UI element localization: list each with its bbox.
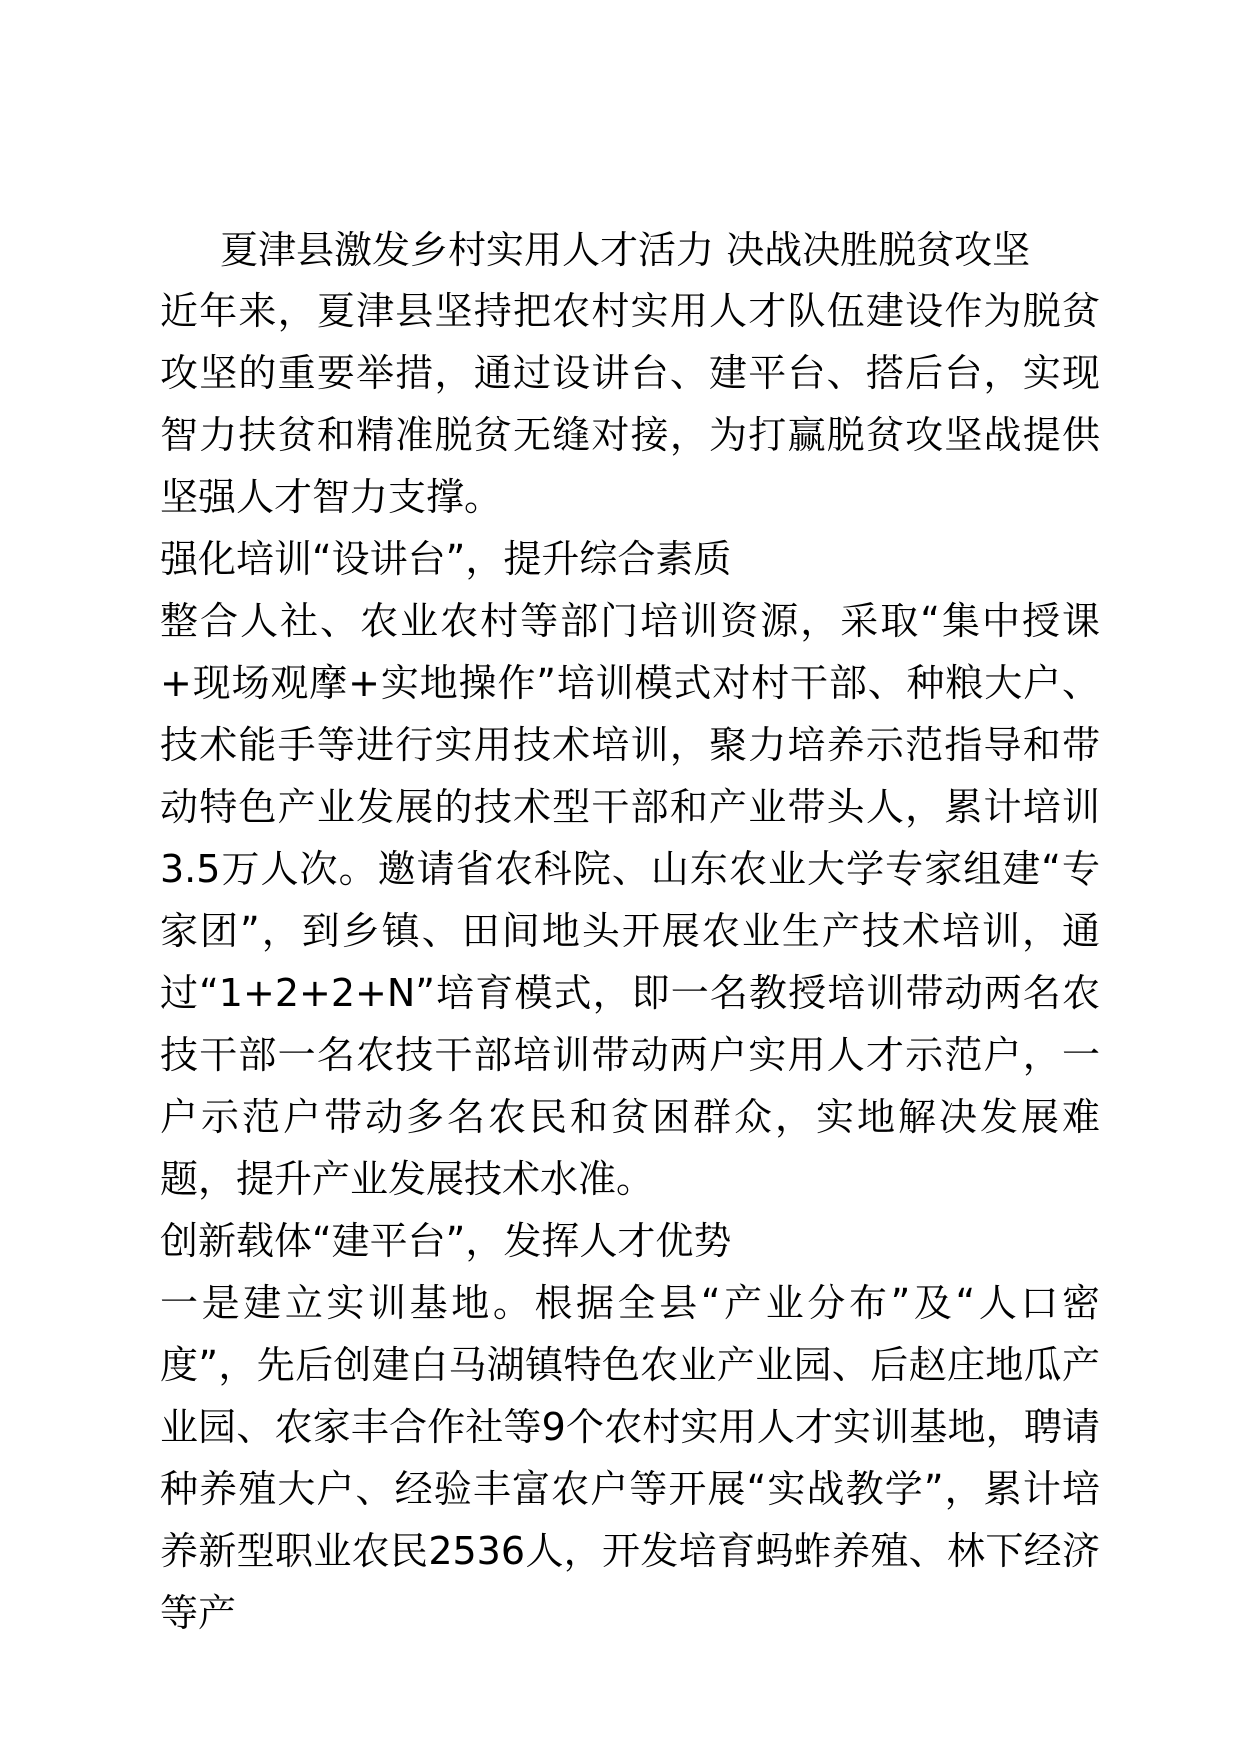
document-title: 夏津县激发乡村实用人才活力 决战决胜脱贫攻坚 (220, 228, 1031, 272)
section-heading-platform: 创新载体“建平台”，发挥人才优势 (160, 1219, 732, 1263)
document-body (160, 220, 1100, 1644)
section-body-platform: 一是建立实训基地。根据全县“产业分布”及“人口密度”，先后创建白马湖镇特色农业产业园、后赵庄地瓜产业园、农家丰合作社等9个农村实用人才实训基地，聘请种养殖大户、经验丰富农户等开展“实战教学”，累计培养新型职业农民2536人，开发培育蚂蚱养殖、林下经济等产 (160, 1281, 1100, 1635)
section-body-training: 整合人社、农业农村等部门培训资源，采取“集中授课+现场观摩+实地操作”培训模式对村干部、种粮大户、技术能手等进行实用技术培训，聚力培养示范指导和带动特色产业发展的技术型干部和产业带头人，累计培训3.5万人次。邀请省农科院、山东农业大学专家组建“专家团”，到乡镇、田间地头开展农业生产技术培训，通过“1+2+2+N”培育模式，即一名教授培训带动两名农技干部一名农技干部培训带动两户实用人才示范户，一户示范户带动多名农民和贫困群众，实地解决发展难题，提升产业发展技术水准。 (160, 599, 1100, 1201)
section-heading-training: 强化培训“设讲台”，提升综合素质 (160, 537, 732, 581)
intro-paragraph: 近年来，夏津县坚持把农村实用人才队伍建设作为脱贫攻坚的重要举措，通过设讲台、建平台、搭后台，实现智力扶贫和精准脱贫无缝对接，为打赢脱贫攻坚战提供坚强人才智力支撑。 (160, 289, 1100, 519)
